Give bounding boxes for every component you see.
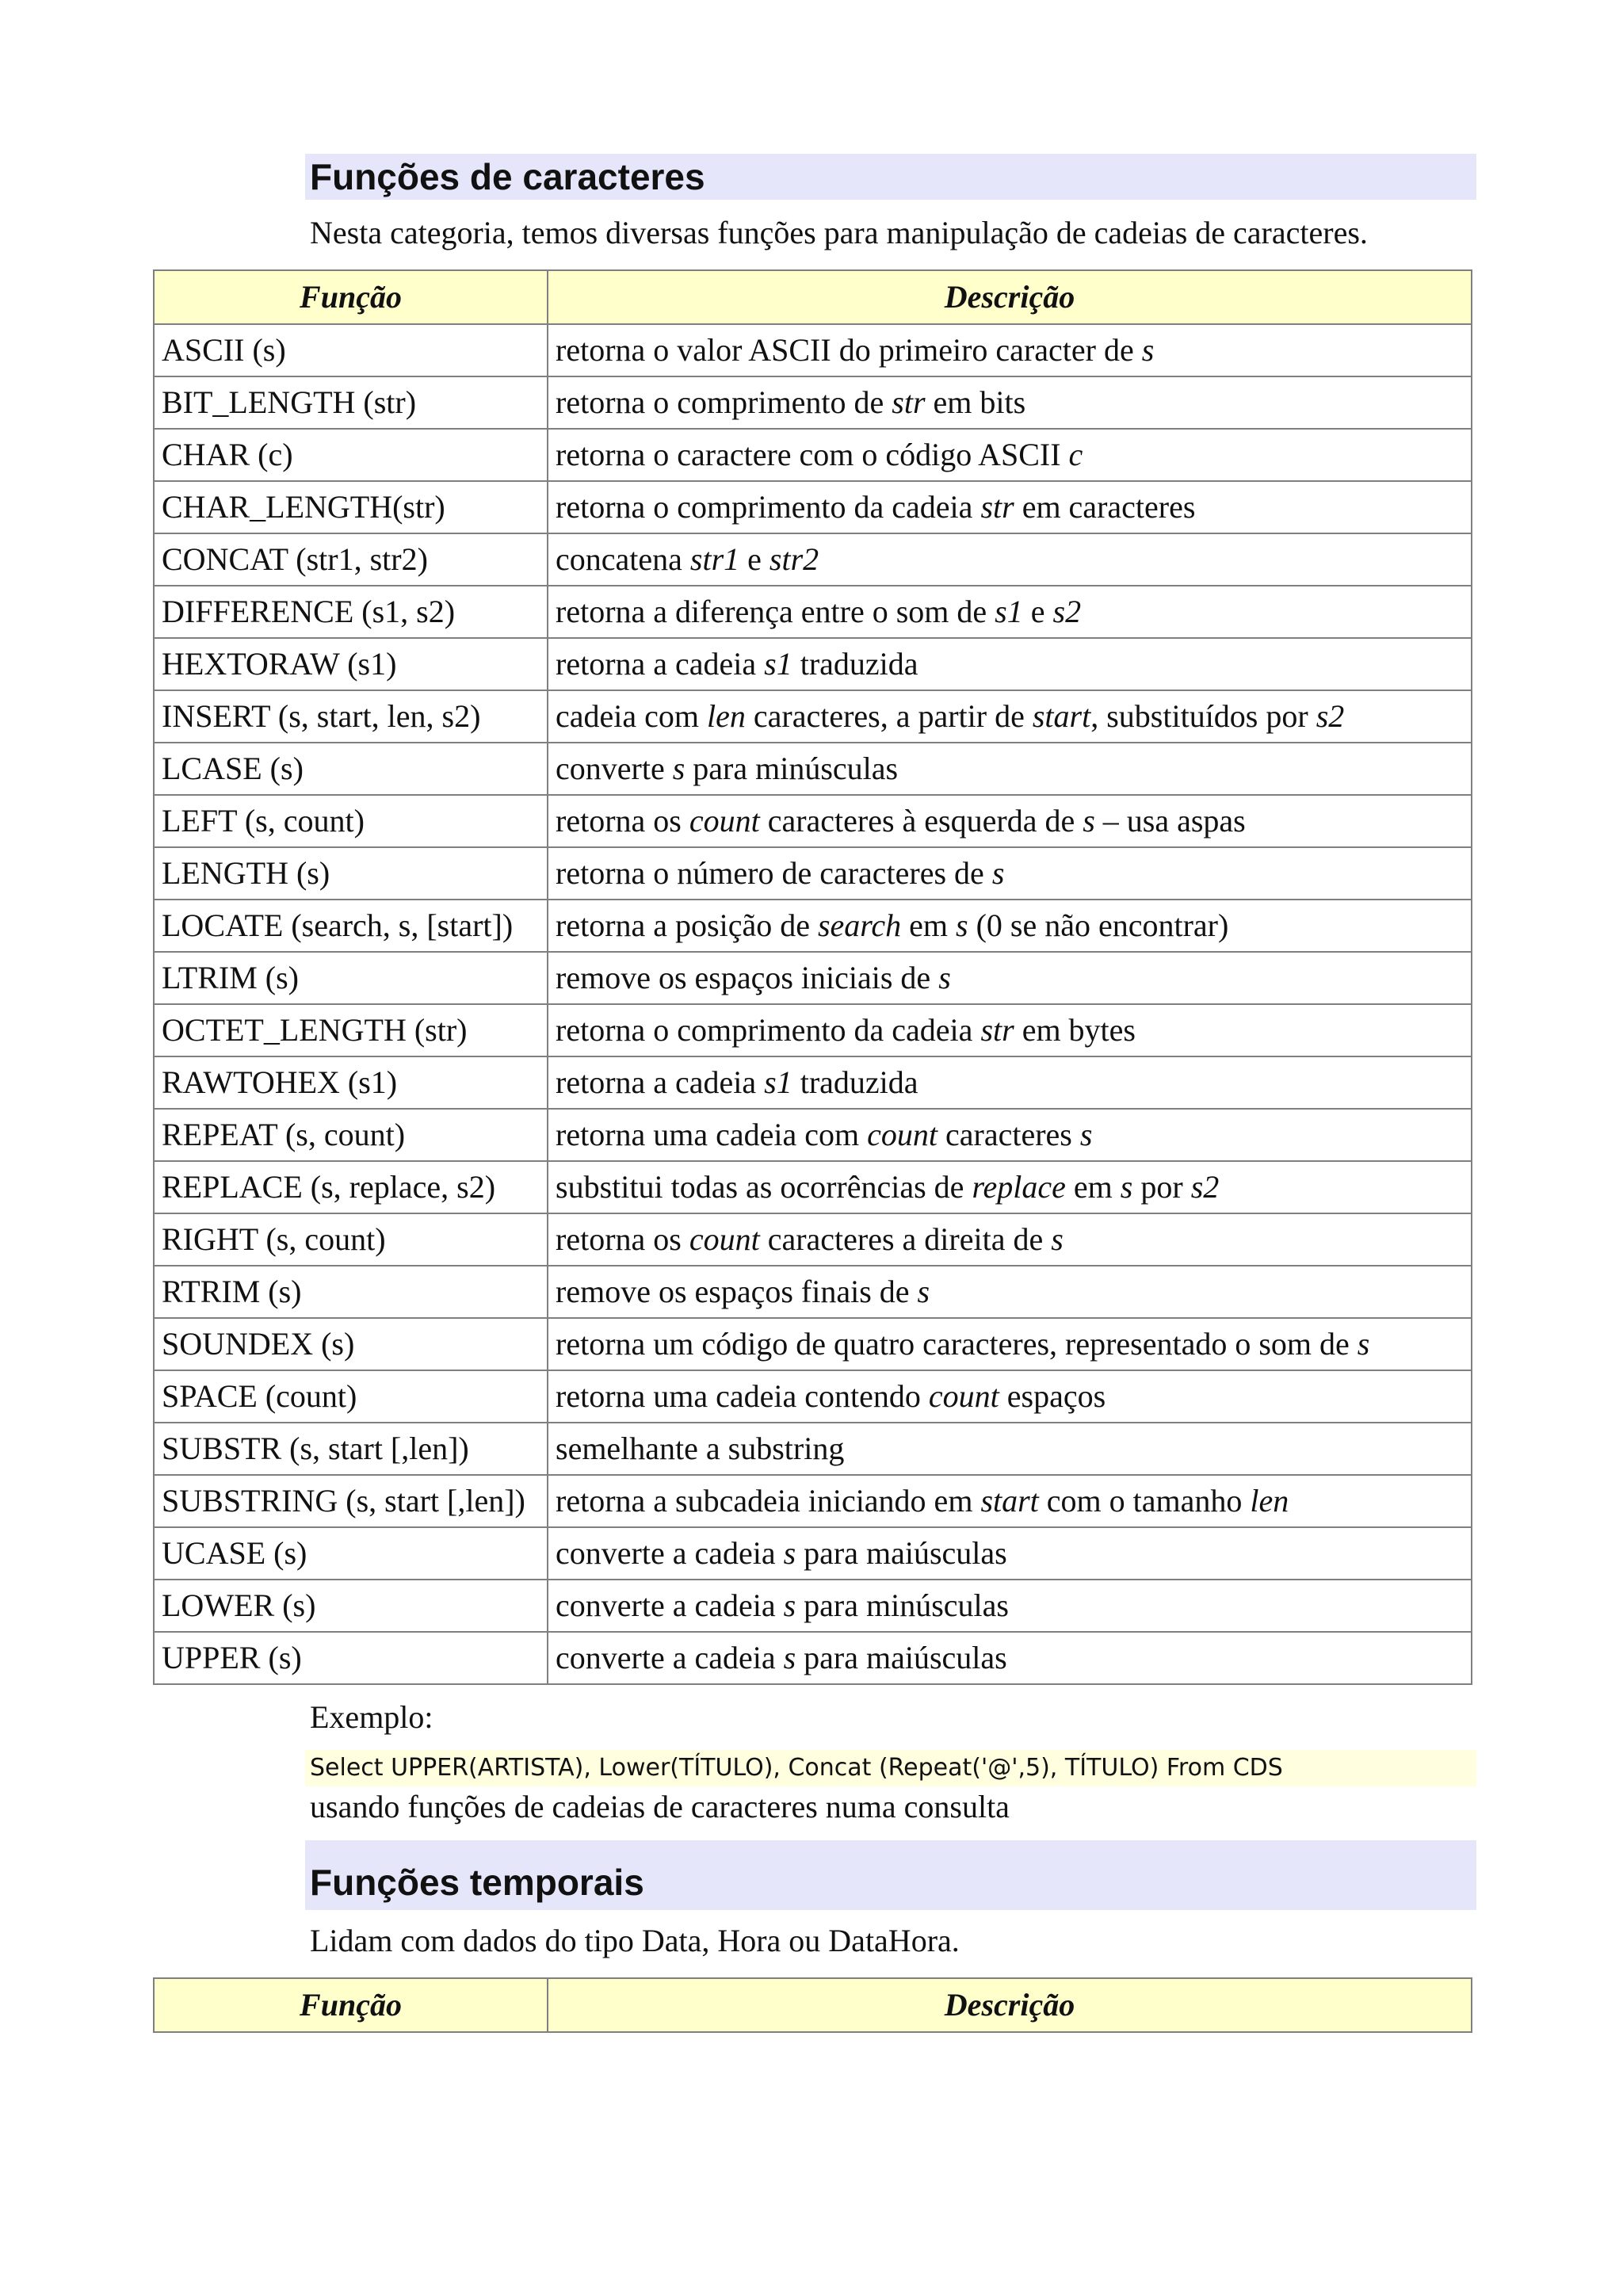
function-name-cell: LEFT (s, count)	[154, 795, 548, 847]
function-description-cell: retorna a posição de search em s (0 se não encontrar)	[548, 900, 1472, 952]
table-row	[154, 1475, 1472, 1527]
function-name-cell: LCASE (s)	[154, 743, 548, 795]
function-name-cell: ASCII (s)	[154, 324, 548, 376]
table-header-row	[154, 270, 1472, 324]
table-row	[154, 847, 1472, 900]
table-row	[154, 481, 1472, 533]
function-name-cell: REPEAT (s, count)	[154, 1109, 548, 1161]
function-description-cell: remove os espaços iniciais de s	[548, 952, 1472, 1004]
function-name-cell: INSERT (s, start, len, s2)	[154, 690, 548, 743]
function-description-cell: retorna o caractere com o código ASCII c	[548, 429, 1472, 481]
function-name-cell: LENGTH (s)	[154, 847, 548, 900]
column-header-description: Descrição	[548, 270, 1472, 324]
function-description-cell: converte s para minúsculas	[548, 743, 1472, 795]
table-row	[154, 586, 1472, 638]
column-header-function: Função	[154, 270, 548, 324]
function-description-cell: retorna a cadeia s1 traduzida	[548, 638, 1472, 690]
table-row	[154, 952, 1472, 1004]
table-row	[154, 1632, 1472, 1684]
function-description-cell: converte a cadeia s para maiúsculas	[548, 1527, 1472, 1580]
function-name-cell: SPACE (count)	[154, 1370, 548, 1423]
function-description-cell: retorna os count caracteres à esquerda de s – usa aspas	[548, 795, 1472, 847]
function-description-cell: semelhante a substring	[548, 1423, 1472, 1475]
function-description-cell: retorna um código de quatro caracteres, representado o som de s	[548, 1318, 1472, 1370]
function-name-cell: LOWER (s)	[154, 1580, 548, 1632]
table-row	[154, 1213, 1472, 1266]
table-body	[154, 324, 1472, 1684]
table-row	[154, 1004, 1472, 1056]
function-name-cell: SOUNDEX (s)	[154, 1318, 548, 1370]
function-name-cell: RTRIM (s)	[154, 1266, 548, 1318]
function-name-cell: DIFFERENCE (s1, s2)	[154, 586, 548, 638]
table-row	[154, 1161, 1472, 1213]
section-intro-temporal-functions: Lidam com dados do tipo Data, Hora ou DataHora.	[310, 1923, 960, 1958]
table-row	[154, 1370, 1472, 1423]
function-description-cell: cadeia com len caracteres, a partir de start, substituídos por s2	[548, 690, 1472, 743]
function-description-cell: retorna a diferença entre o som de s1 e s2	[548, 586, 1472, 638]
table-header-row	[154, 1978, 1472, 2032]
example-caption: usando funções de cadeias de caracteres numa consulta	[310, 1789, 1010, 1824]
table-row	[154, 1580, 1472, 1632]
character-functions-table	[153, 269, 1472, 1685]
example-label: Exemplo:	[310, 1699, 433, 1735]
table-row	[154, 638, 1472, 690]
function-description-cell: retorna o comprimento da cadeia str em bytes	[548, 1004, 1472, 1056]
function-name-cell: LOCATE (search, s, [start])	[154, 900, 548, 952]
function-name-cell: HEXTORAW (s1)	[154, 638, 548, 690]
temporal-functions-table	[153, 1977, 1472, 2033]
table-row	[154, 690, 1472, 743]
function-description-cell: concatena str1 e str2	[548, 533, 1472, 586]
column-header-description: Descrição	[548, 1978, 1472, 2032]
column-header-function: Função	[154, 1978, 548, 2032]
function-description-cell: retorna o comprimento de str em bits	[548, 376, 1472, 429]
table-row	[154, 1423, 1472, 1475]
function-name-cell: CHAR_LENGTH(str)	[154, 481, 548, 533]
table-row	[154, 324, 1472, 376]
table-row	[154, 429, 1472, 481]
table-row	[154, 376, 1472, 429]
function-name-cell: UCASE (s)	[154, 1527, 548, 1580]
section-intro-character-functions: Nesta categoria, temos diversas funções para manipulação de cadeias de caracteres.	[310, 215, 1368, 250]
table-row	[154, 1266, 1472, 1318]
table-row	[154, 1318, 1472, 1370]
table-row	[154, 1527, 1472, 1580]
function-name-cell: CONCAT (str1, str2)	[154, 533, 548, 586]
example-code: Select UPPER(ARTISTA), Lower(TÍTULO), Concat (Repeat('@',5), TÍTULO) From CDS	[305, 1750, 1476, 1786]
function-description-cell: retorna a cadeia s1 traduzida	[548, 1056, 1472, 1109]
function-name-cell: RAWTOHEX (s1)	[154, 1056, 548, 1109]
table-row	[154, 795, 1472, 847]
table-row	[154, 533, 1472, 586]
function-name-cell: BIT_LENGTH (str)	[154, 376, 548, 429]
function-description-cell: retorna o número de caracteres de s	[548, 847, 1472, 900]
function-name-cell: SUBSTRING (s, start [,len])	[154, 1475, 548, 1527]
function-description-cell: converte a cadeia s para maiúsculas	[548, 1632, 1472, 1684]
function-description-cell: converte a cadeia s para minúsculas	[548, 1580, 1472, 1632]
section-heading-temporal-functions: Funções temporais	[305, 1840, 1476, 1910]
table-row	[154, 1056, 1472, 1109]
function-description-cell: retorna o comprimento da cadeia str em caracteres	[548, 481, 1472, 533]
table-row	[154, 900, 1472, 952]
function-description-cell: retorna a subcadeia iniciando em start com o tamanho len	[548, 1475, 1472, 1527]
section-heading-character-functions: Funções de caracteres	[305, 154, 1476, 200]
function-description-cell: substitui todas as ocorrências de replace em s por s2	[548, 1161, 1472, 1213]
function-description-cell: retorna uma cadeia com count caracteres s	[548, 1109, 1472, 1161]
function-name-cell: OCTET_LENGTH (str)	[154, 1004, 548, 1056]
table-row	[154, 1109, 1472, 1161]
function-description-cell: retorna os count caracteres a direita de s	[548, 1213, 1472, 1266]
function-name-cell: LTRIM (s)	[154, 952, 548, 1004]
table-row	[154, 743, 1472, 795]
function-name-cell: REPLACE (s, replace, s2)	[154, 1161, 548, 1213]
function-name-cell: SUBSTR (s, start [,len])	[154, 1423, 548, 1475]
function-description-cell: retorna uma cadeia contendo count espaços	[548, 1370, 1472, 1423]
function-description-cell: remove os espaços finais de s	[548, 1266, 1472, 1318]
function-name-cell: CHAR (c)	[154, 429, 548, 481]
function-description-cell: retorna o valor ASCII do primeiro caracter de s	[548, 324, 1472, 376]
function-name-cell: UPPER (s)	[154, 1632, 548, 1684]
function-name-cell: RIGHT (s, count)	[154, 1213, 548, 1266]
